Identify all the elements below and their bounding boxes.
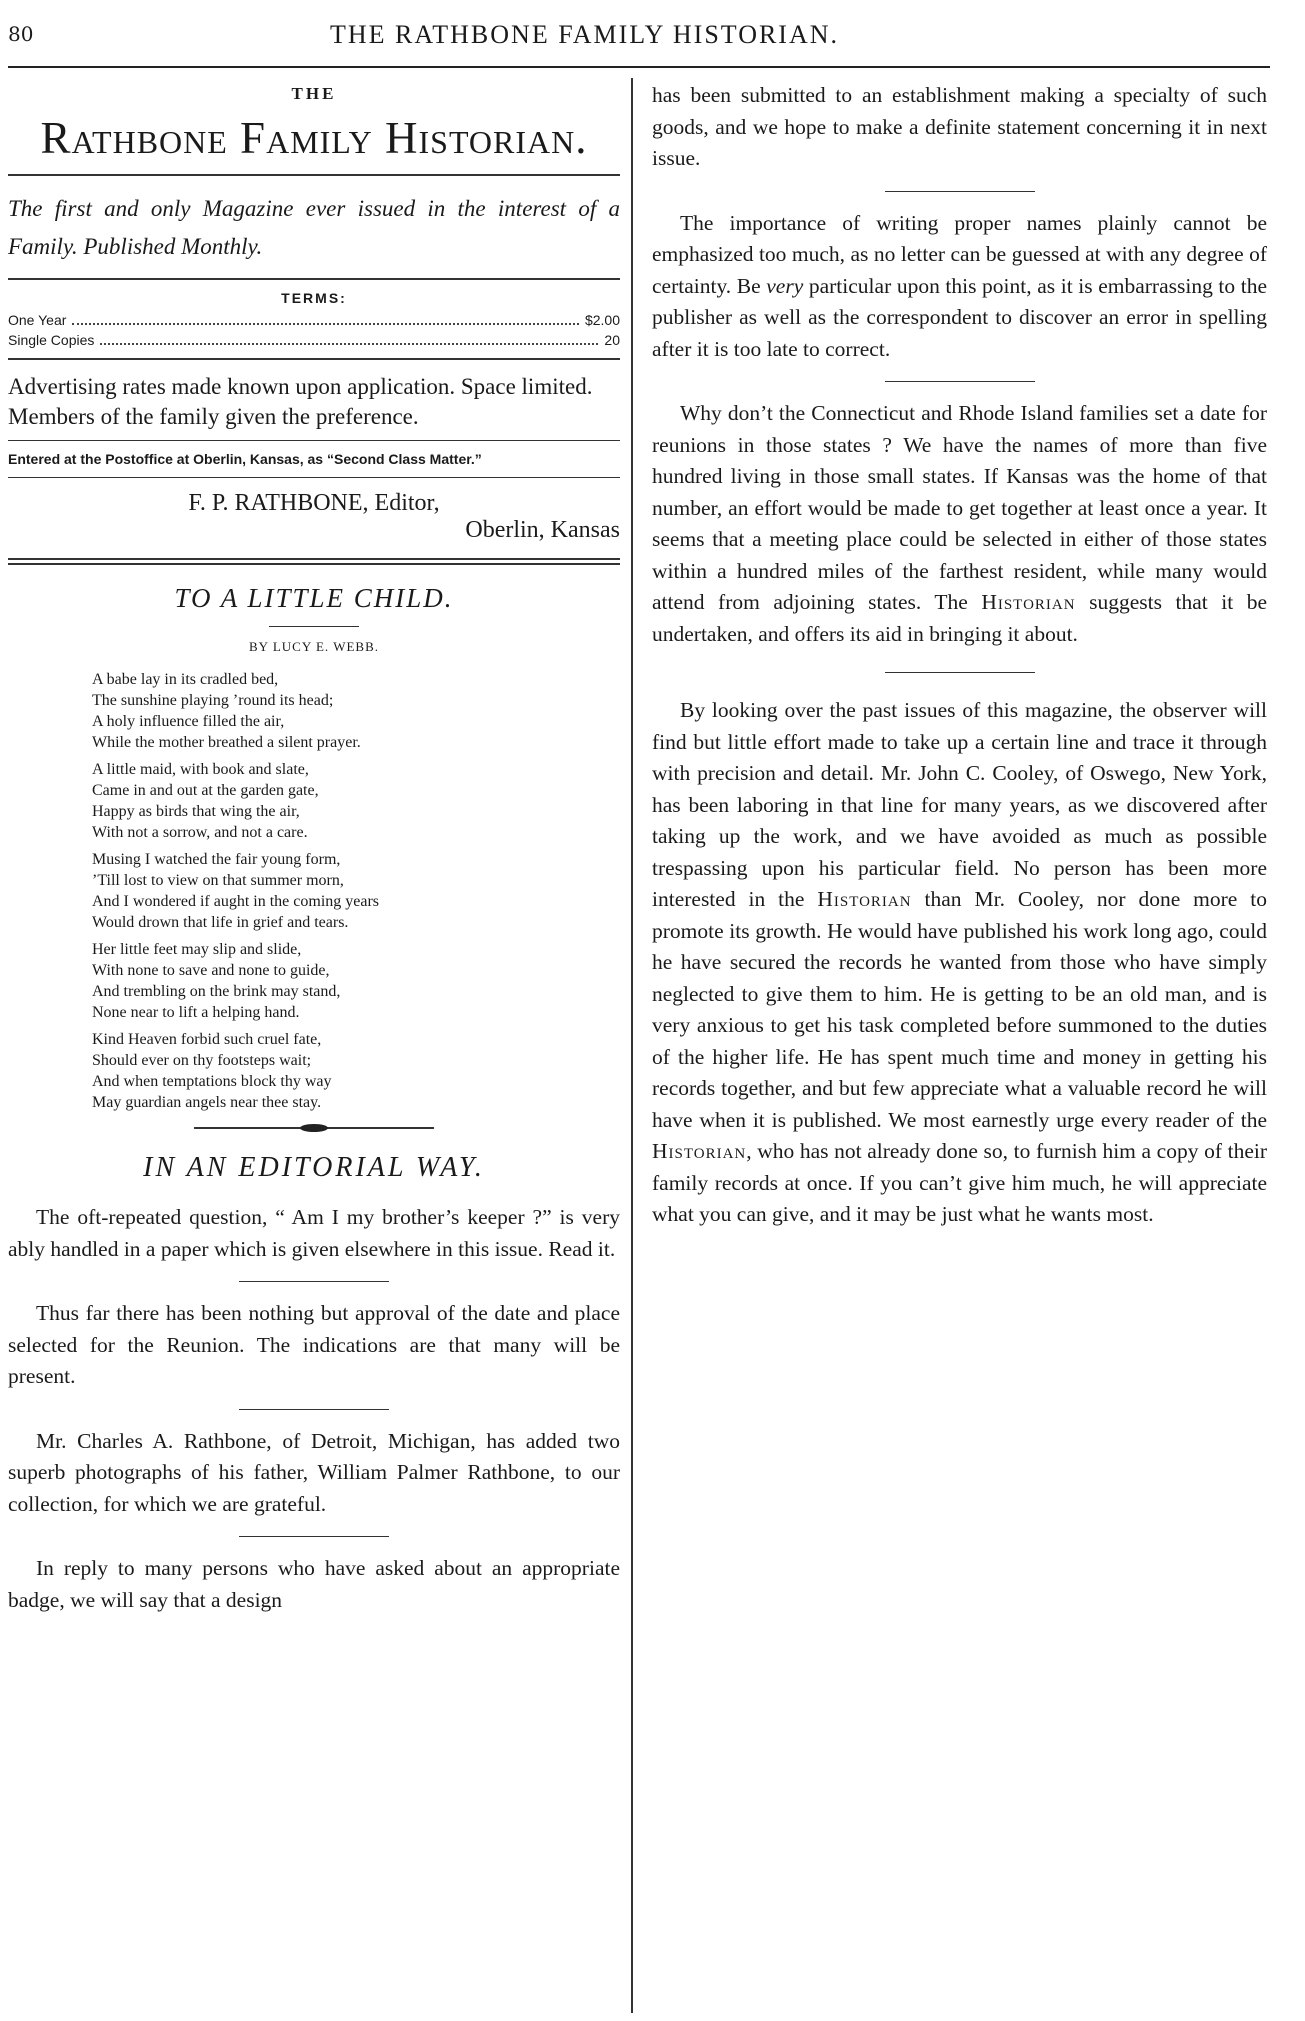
- small-caps-text: Historian: [817, 887, 912, 911]
- page-number: 80: [8, 22, 34, 46]
- poem-stanza: [8, 849, 620, 933]
- editorial-paragraph: Thus far there has been nothing but approval of the date and place selected for the Reunion. The indications are that many will be present.: [8, 1301, 620, 1388]
- advertising-notice: Advertising rates made known upon application. Space limited. Members of the family given the preference.: [8, 374, 593, 429]
- poem-line: Happy as birds that wing the air,: [92, 803, 300, 820]
- poem-line: A babe lay in its cradled bed,: [92, 671, 279, 688]
- right-column: [652, 80, 1267, 1231]
- editorial-paragraph: [652, 398, 1267, 650]
- poem-line: May guardian angels near thee stay.: [92, 1094, 322, 1111]
- poem-line: Her little feet may slip and slide,: [92, 941, 302, 958]
- running-title: THE RATHBONE FAMILY HISTORIAN.: [330, 20, 840, 49]
- terms-label: Single Copies: [8, 332, 95, 348]
- poem-stanza: [8, 1029, 620, 1113]
- poem-line: While the mother breathed a silent prayer.: [92, 734, 361, 751]
- poem-line: ’Till lost to view on that summer morn,: [92, 872, 344, 889]
- text-run: particular upon this point, as it is embarrassing to the publisher as well as the correspondent to discover an error in spelling after it is too late to correct.: [652, 273, 1267, 361]
- ornament-icon: [194, 1122, 434, 1134]
- editorial-paragraph: The oft-repeated question, “ Am I my brother’s keeper ?” is very ably handled in a paper which is given elsewhere in this issue. Read it.: [8, 1205, 620, 1261]
- poem-title: TO A LITTLE CHILD.: [174, 583, 454, 613]
- poem-line: The sunshine playing ’round its head;: [92, 692, 334, 709]
- terms-label: One Year: [8, 312, 67, 328]
- emphasis-text: very: [766, 273, 804, 298]
- terms-row: [8, 310, 620, 330]
- leader-dots: [72, 323, 579, 325]
- poem-line: Kind Heaven forbid such cruel fate,: [92, 1031, 322, 1048]
- text-run: suggests that it be undertaken, and offers its aid in bringing it about.: [652, 590, 1267, 646]
- ornament-divider: [8, 1119, 620, 1138]
- small-caps-text: Historian: [652, 1139, 747, 1163]
- leader-dots: [100, 343, 598, 345]
- text-run: By looking over the past issues of this magazine, the observer will find but little effort made to take up a certain line and trace it through with precision and detail. Mr. John C. Cooley, of Oswego, New York, has been laboring in that line for many years, as we discovered after taking up the work, and we have avoided as much as possible trespassing upon his particular field. No person has been more interested in the: [652, 698, 1267, 911]
- poem-line: And when temptations block thy way: [92, 1073, 332, 1090]
- paragraph-rule: [239, 1536, 389, 1537]
- text-run: Why don’t the Connecticut and Rhode Island families set a date for reunions in those states ? We have the names of more than five hundred living in those small states. If Kansas was the home of that number, an effort would be made to get together at least once a year. It seems that a meeting place could be selected in either of those states within a hundred miles of the farthest resident, while many would attend from adjoining states. The: [652, 401, 1267, 614]
- header-rule: [8, 66, 1270, 68]
- poem-line: Would drown that life in grief and tears.: [92, 914, 349, 931]
- poem-rule: [269, 626, 359, 627]
- terms-box: [8, 290, 620, 350]
- paragraph-rule: [885, 672, 1035, 673]
- tagline: The first and only Magazine ever issued in the interest of a Family. Published Monthly.: [8, 196, 620, 259]
- masthead-the: THE: [291, 84, 337, 103]
- editorial-paragraph: [652, 208, 1267, 366]
- poem-line: With none to save and none to guide,: [92, 962, 330, 979]
- poem-line: With not a sorrow, and not a care.: [92, 824, 308, 841]
- editor-location: Oberlin, Kansas: [465, 517, 620, 543]
- page-header: [0, 10, 1270, 50]
- terms-price: $2.00: [584, 312, 620, 328]
- poem-stanza: [8, 939, 620, 1023]
- paragraph-rule: [239, 1281, 389, 1282]
- double-rule: [8, 558, 620, 565]
- editorial-paragraph: In reply to many persons who have asked about an appropriate badge, we will say that a design: [8, 1556, 620, 1612]
- paragraph-rule: [885, 381, 1035, 382]
- poem-line: And I wondered if aught in the coming years: [92, 893, 380, 910]
- left-column: [8, 80, 620, 1616]
- text-run: The importance of writing proper names plainly cannot be emphasized too much, as no letter can be guessed at with any degree of certainty. Be: [652, 210, 1267, 298]
- poem-stanza: [8, 669, 620, 753]
- text-run: , who has not already done so, to furnish him a copy of their family records at once. If you can’t give him much, he will appreciate what you can give, and it may be just what he wants most.: [652, 1139, 1267, 1226]
- postoffice-rule: [8, 477, 620, 478]
- poem-byline: BY LUCY E. WEBB.: [249, 639, 379, 654]
- poem-stanza: [8, 759, 620, 843]
- column-divider: [631, 78, 633, 2013]
- terms-row: [8, 330, 620, 350]
- editorial-paragraph: [652, 695, 1267, 1231]
- paragraph-rule: [239, 1409, 389, 1410]
- text-run: than Mr. Cooley, nor done more to promote its growth. He would have published his work long ago, could he have secured the records he wanted from those who have simply neglected to give them to him. He is getting to be an old man, and is very anxious to get his task completed before summoned to the duties of the higher life. He has spent much time and money in getting his records together, and but few appreciate what a valuable record he will have when it is published. We most earnestly urge every reader of the: [652, 887, 1267, 1132]
- paragraph-rule: [885, 191, 1035, 192]
- terms-price: 20: [604, 332, 620, 348]
- masthead-title: Rathbone Family Historian.: [40, 113, 588, 163]
- small-caps-text: Historian: [981, 590, 1076, 614]
- poem-line: None near to lift a helping hand.: [92, 1004, 300, 1021]
- terms-heading: TERMS:: [281, 290, 347, 306]
- poem-line: Musing I watched the fair young form,: [92, 851, 341, 868]
- poem-line: And trembling on the brink may stand,: [92, 983, 341, 1000]
- poem-line: Came in and out at the garden gate,: [92, 782, 319, 799]
- poem-line: A holy influence filled the air,: [92, 713, 285, 730]
- tagline-rule: [8, 278, 620, 280]
- editorial-paragraph: Mr. Charles A. Rathbone, of Detroit, Michigan, has added two superb photographs of his father, William Palmer Rathbone, to our collection, for which we are grateful.: [8, 1428, 620, 1516]
- poem-line: A little maid, with book and slate,: [92, 761, 309, 778]
- editor-name: F. P. RATHBONE, Editor,: [188, 490, 440, 516]
- editorial-paragraph: has been submitted to an establishment making a specialty of such goods, and we hope to make a definite statement concerning it in next issue.: [652, 83, 1267, 170]
- editorial-title: IN AN EDITORIAL WAY.: [143, 1152, 485, 1183]
- postoffice-notice: Entered at the Postoffice at Oberlin, Kansas, as “Second Class Matter.”: [8, 451, 482, 467]
- poem-line: Should ever on thy footsteps wait;: [92, 1052, 312, 1069]
